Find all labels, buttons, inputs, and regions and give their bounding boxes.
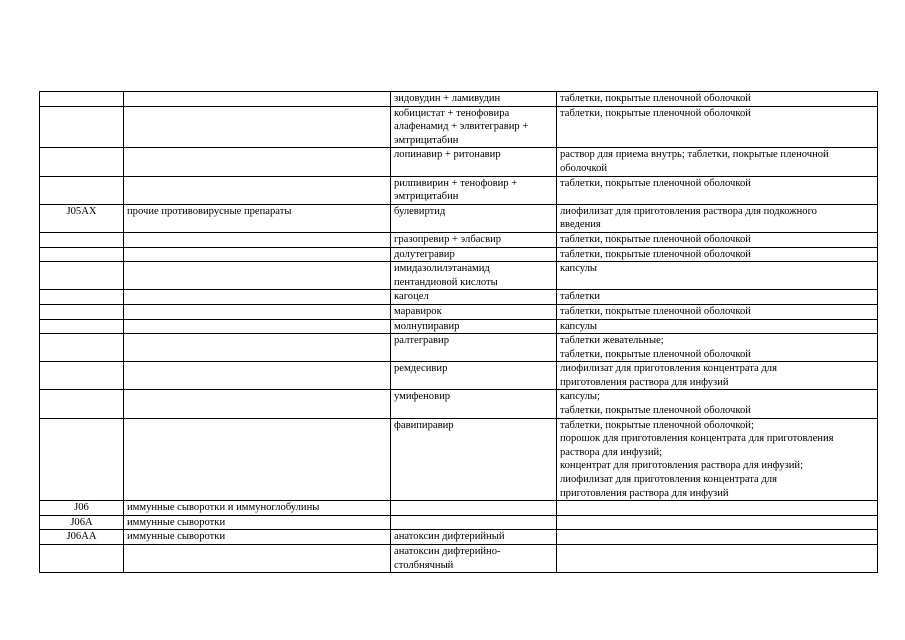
drug-name-cell <box>391 176 557 204</box>
drug-name-cell <box>391 530 557 545</box>
group-name-cell <box>124 247 391 262</box>
drug-name-cell <box>391 148 557 176</box>
group-name-text: прочие противовирусные препараты <box>127 205 292 217</box>
group-name-cell <box>124 515 391 530</box>
dosage-form-line: таблетки, покрытые пленочной оболочкой <box>560 348 751 360</box>
dosage-form-cell <box>557 204 878 232</box>
dosage-form-line: таблетки <box>560 291 601 303</box>
dosage-form-cell <box>557 304 878 319</box>
dosage-form-cell <box>557 319 878 334</box>
dosage-form-cell <box>557 334 878 362</box>
atc-code-cell <box>40 92 124 107</box>
dosage-form-cell <box>557 290 878 305</box>
table-row <box>40 232 878 247</box>
table-row <box>40 247 878 262</box>
table-row <box>40 92 878 107</box>
table-row <box>40 545 878 573</box>
drug-name-line: рилпивирин + тенофовир + <box>394 177 518 189</box>
atc-code-cell <box>40 319 124 334</box>
table-row <box>40 304 878 319</box>
group-name-cell <box>124 390 391 418</box>
drug-name-cell <box>391 545 557 573</box>
dosage-form-cell <box>557 176 878 204</box>
drug-name-cell <box>391 247 557 262</box>
table-row <box>40 334 878 362</box>
atc-code-cell <box>40 176 124 204</box>
atc-code-cell <box>40 106 124 148</box>
group-name-cell <box>124 545 391 573</box>
group-name-cell <box>124 319 391 334</box>
dosage-form-cell <box>557 247 878 262</box>
dosage-form-line: раствор для приема внутрь; таблетки, покрытые пленочной <box>560 149 829 161</box>
atc-code-cell <box>40 334 124 362</box>
group-name-cell <box>124 106 391 148</box>
dosage-form-cell <box>557 362 878 390</box>
table-row <box>40 290 878 305</box>
group-name-text: иммунные сыворотки и иммуноглобулины <box>127 502 320 514</box>
dosage-form-line: введения <box>560 219 601 231</box>
dosage-form-cell <box>557 501 878 516</box>
group-name-cell <box>124 530 391 545</box>
dosage-form-line: приготовления раствора для инфузий <box>560 487 729 499</box>
dosage-form-line: таблетки жевательные; <box>560 335 664 347</box>
table-row <box>40 204 878 232</box>
dosage-form-cell <box>557 262 878 290</box>
dosage-form-line: приготовления раствора для инфузий <box>560 376 729 388</box>
group-name-text: иммунные сыворотки <box>127 516 226 528</box>
group-name-cell <box>124 148 391 176</box>
drug-name-cell <box>391 204 557 232</box>
atc-code-cell <box>40 148 124 176</box>
dosage-form-line: капсулы <box>560 320 598 332</box>
atc-code-text: J06A <box>70 516 93 528</box>
atc-code-cell <box>40 262 124 290</box>
dosage-form-line: таблетки, покрытые пленочной оболочкой; <box>560 419 754 431</box>
atc-code-text: J05AX <box>66 205 97 217</box>
dosage-form-line: лиофилизат для приготовления концентрата для <box>560 363 777 375</box>
group-name-cell <box>124 362 391 390</box>
drug-name-line: долутегравир <box>394 248 455 260</box>
drug-name-line: гразопревир + элбасвир <box>394 233 502 245</box>
atc-code-cell <box>40 362 124 390</box>
atc-code-text: J06 <box>74 502 89 514</box>
dosage-form-cell <box>557 148 878 176</box>
dosage-form-line: капсулы <box>560 263 598 275</box>
group-name-cell <box>124 304 391 319</box>
table-row <box>40 390 878 418</box>
group-name-cell <box>124 262 391 290</box>
table-row <box>40 262 878 290</box>
dosage-form-line: таблетки, покрытые пленочной оболочкой <box>560 93 751 104</box>
group-name-cell <box>124 232 391 247</box>
atc-code-cell <box>40 515 124 530</box>
dosage-form-line: лиофилизат для приготовления раствора для подкожного <box>560 205 817 217</box>
dosage-form-line: капсулы; <box>560 391 600 403</box>
drug-name-line: ралтегравир <box>394 335 450 347</box>
drug-name-cell <box>391 418 557 501</box>
table-row <box>40 106 878 148</box>
dosage-form-line: таблетки, покрытые пленочной оболочкой <box>560 107 751 119</box>
table-row <box>40 501 878 516</box>
group-name-cell <box>124 176 391 204</box>
atc-code-cell <box>40 304 124 319</box>
table-row <box>40 176 878 204</box>
dosage-form-cell <box>557 530 878 545</box>
dosage-form-line: таблетки, покрытые пленочной оболочкой <box>560 248 751 260</box>
atc-code-cell <box>40 232 124 247</box>
dosage-form-line: оболочкой <box>560 162 608 174</box>
drug-name-line: алафенамид + элвитегравир + <box>394 121 529 133</box>
dosage-form-cell <box>557 92 878 107</box>
group-name-cell <box>124 334 391 362</box>
group-name-text: иммунные сыворотки <box>127 531 226 543</box>
group-name-cell <box>124 290 391 305</box>
dosage-form-line: таблетки, покрытые пленочной оболочкой <box>560 305 751 317</box>
drug-name-cell <box>391 390 557 418</box>
atc-code-cell <box>40 247 124 262</box>
atc-code-cell <box>40 501 124 516</box>
drug-name-line: умифеновир <box>394 391 451 403</box>
table-row <box>40 418 878 501</box>
table-row <box>40 319 878 334</box>
dosage-form-line: лиофилизат для приготовления концентрата для <box>560 474 777 486</box>
drug-name-line: эмтрицитабин <box>394 191 459 203</box>
drug-name-line: маравирок <box>394 305 442 317</box>
drug-name-line: эмтрицитабин <box>394 134 459 146</box>
atc-code-cell <box>40 204 124 232</box>
atc-code-cell <box>40 390 124 418</box>
drug-name-line: столбнячный <box>394 559 454 571</box>
dosage-form-cell <box>557 418 878 501</box>
atc-code-cell <box>40 290 124 305</box>
drug-name-cell <box>391 92 557 107</box>
drug-name-cell <box>391 232 557 247</box>
group-name-cell <box>124 92 391 107</box>
drug-name-cell <box>391 290 557 305</box>
dosage-form-cell <box>557 545 878 573</box>
drug-name-cell <box>391 262 557 290</box>
dosage-form-cell <box>557 232 878 247</box>
drug-name-line: имидазолилэтанамид <box>394 263 490 275</box>
drug-name-cell <box>391 362 557 390</box>
group-name-cell <box>124 501 391 516</box>
table-row <box>40 530 878 545</box>
drug-name-line: лопинавир + ритонавир <box>394 149 501 161</box>
atc-code-cell <box>40 418 124 501</box>
dosage-form-line: таблетки, покрытые пленочной оболочкой <box>560 233 751 245</box>
drug-name-line: кагоцел <box>394 291 429 303</box>
drug-name-cell <box>391 304 557 319</box>
drug-name-line: зидовудин + ламивудин <box>394 93 501 104</box>
table-row <box>40 362 878 390</box>
group-name-cell <box>124 418 391 501</box>
dosage-form-cell <box>557 515 878 530</box>
drug-name-line: пентандиовой кислоты <box>394 276 498 288</box>
table-row <box>40 148 878 176</box>
drug-name-line: ремдесивир <box>394 363 448 375</box>
dosage-form-line: порошок для приготовления концентрата для приготовления <box>560 433 834 445</box>
group-name-cell <box>124 204 391 232</box>
atc-code-cell <box>40 545 124 573</box>
dosage-form-line: таблетки, покрытые пленочной оболочкой <box>560 405 751 417</box>
dosage-form-cell <box>557 106 878 148</box>
drug-name-cell <box>391 106 557 148</box>
dosage-form-line: концентрат для приготовления раствора для инфузий; <box>560 460 804 472</box>
drug-name-line: анатоксин дифтерийно- <box>394 546 501 557</box>
drug-name-line: анатоксин дифтерийный <box>394 531 505 543</box>
atc-code-text: J06AA <box>66 531 97 543</box>
table-row <box>40 515 878 530</box>
drug-name-line: булевиртид <box>394 205 446 217</box>
drug-name-line: кобицистат + тенофовира <box>394 107 510 119</box>
drug-name-cell <box>391 515 557 530</box>
atc-code-cell <box>40 530 124 545</box>
table-body <box>40 92 878 573</box>
dosage-form-line: таблетки, покрытые пленочной оболочкой <box>560 177 751 189</box>
drug-name-cell <box>391 319 557 334</box>
drug-name-line: фавипиравир <box>394 419 454 431</box>
drug-name-cell <box>391 334 557 362</box>
drug-name-line: молнупиравир <box>394 320 460 332</box>
drug-name-cell <box>391 501 557 516</box>
dosage-form-line: раствора для инфузий; <box>560 446 663 458</box>
dosage-form-cell <box>557 390 878 418</box>
drug-classification-table <box>39 91 878 573</box>
